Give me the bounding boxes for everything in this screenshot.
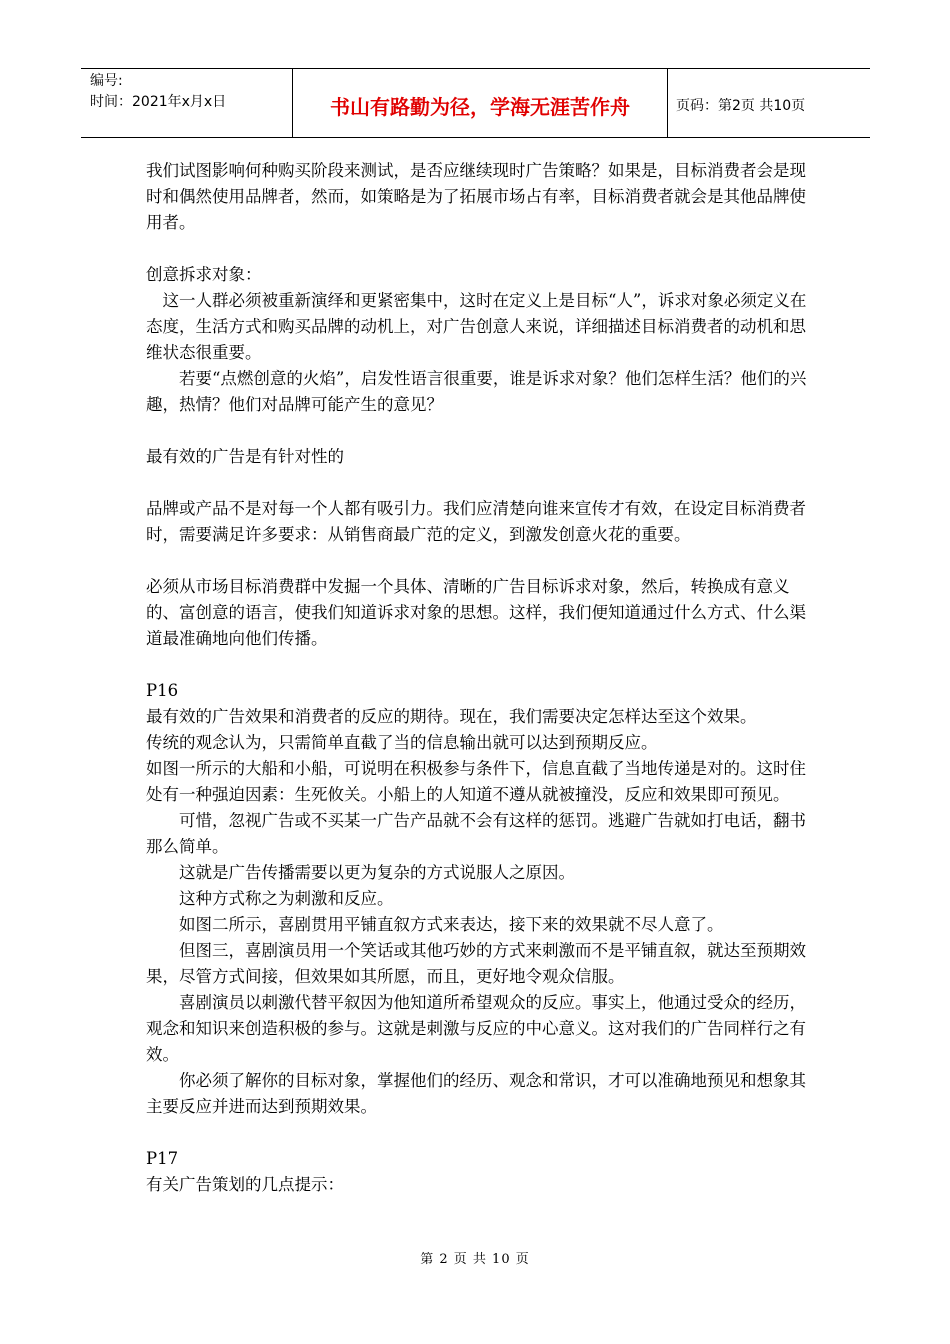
header-motto: 书山有路勤为径，学海无涯苦作舟 [293,69,668,137]
paragraph: 这种方式称之为刺激和反应。 [179,889,394,908]
paragraph: 如图一所示的大船和小船，可说明在积极参与条件下，信息直截了当地传递是对的。这时住处有一种强迫因素：生死攸关。小船上的人知道不遵从就被撞没，反应和效果即可预见。 [146,759,806,804]
page-marker: P17 [146,1149,179,1168]
page-marker: P16 [146,681,179,700]
paragraph: 喜剧演员以刺激代替平叙因为他知道所希望观众的反应。事实上，他通过受众的经历，观念和知识来创造积极的参与。这就是刺激与反应的中心意义。这对我们的广告同样行之有效。 [146,993,806,1064]
paragraph: 传统的观念认为，只需简单直截了当的信息输出就可以达到预期反应。 [146,733,658,752]
page-header [81,68,870,138]
paragraph: 如图二所示，喜剧贯用平铺直叙方式来表达，接下来的效果就不尽人意了。 [179,915,724,934]
paragraph: 有关广告策划的几点提示： [146,1175,344,1194]
paragraph: 这就是广告传播需要以更为复杂的方式说服人之原因。 [179,863,575,882]
page-footer: 第 2 页 共 10 页 [420,1252,530,1267]
paragraph: 必须从市场目标消费群中发掘一个具体、清晰的广告目标诉求对象，然后，转换成有意义的、富创意的语言，使我们知道诉求对象的思想。这样，我们便知道通过什么方式、什么渠道最准确地向他们传播。 [146,577,806,648]
document-number-label: 编号: [90,73,123,89]
section-heading: 最有效的广告是有针对性的 [146,447,344,466]
paragraph: 我们试图影响何种购买阶段来测试，是否应继续现时广告策略？如果是，目标消费者会是现时和偶然使用品牌者，然而，如策略是为了拓展市场占有率，目标消费者就会是其他品牌使用者。 [146,161,806,232]
paragraph: 品牌或产品不是对每一个人都有吸引力。我们应清楚向谁来宣传才有效，在设定目标消费者时，需要满足许多要求：从销售商最广范的定义，到激发创意火花的重要。 [146,499,806,544]
section-heading: 创意拆求对象： [146,265,262,284]
paragraph: 最有效的广告效果和消费者的反应的期待。现在，我们需要决定怎样达至这个效果。 [146,707,757,726]
paragraph: 若要“点燃创意的火焰”，启发性语言很重要，谁是诉求对象？他们怎样生活？他们的兴趣，热情？他们对品牌可能产生的意见？ [146,369,807,414]
paragraph: 但图三，喜剧演员用一个笑话或其他巧妙的方式来刺激而不是平铺直叙，就达至预期效果，尽管方式间接，但效果如其所愿，而且，更好地令观众信服。 [146,941,806,986]
header-page-info: 页码：第2页 共10页 [676,98,806,114]
paragraph: 你必须了解你的目标对象，掌握他们的经历、观念和常识，才可以准确地预见和想象其主要反应并进而达到预期效果。 [146,1071,806,1116]
paragraph: 可惜，忽视广告或不买某一广告产品就不会有这样的惩罚。逃避广告就如打电话，翻书那么简单。 [146,811,806,856]
header-meta [81,69,293,137]
document-time: 时间：2021年x月x日 [90,94,227,110]
document-body [146,158,818,1198]
paragraph: 这一人群必须被重新演绎和更紧密集中，这时在定义上是目标“人”，诉求对象必须定义在态度，生活方式和购买品牌的动机上，对广告创意人来说，详细描述目标消费者的动机和思维状态很重要。 [146,291,807,362]
